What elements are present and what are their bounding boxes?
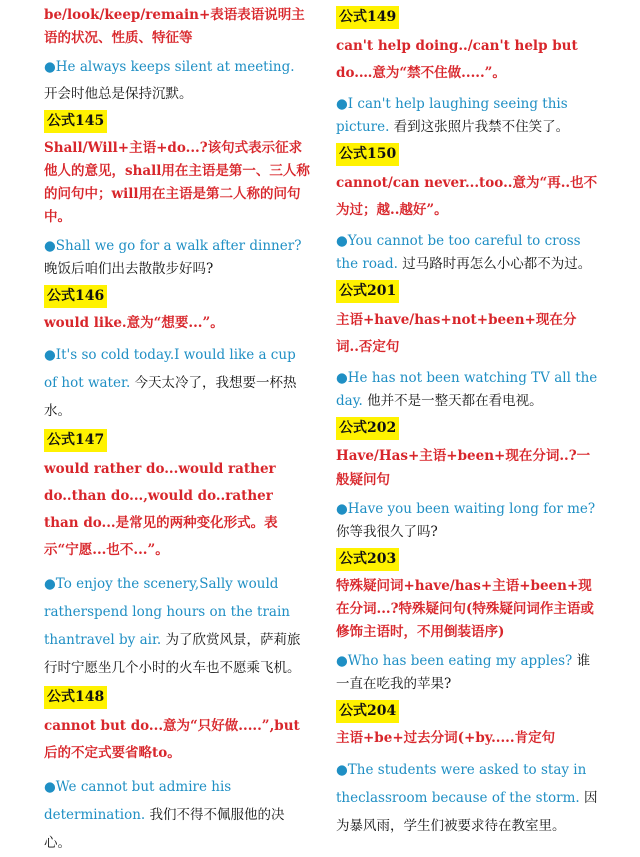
formula-145-example-zh: 晚饭后咱们出去散散步好吗? xyxy=(44,261,214,277)
formula-203-example-en: Who has been eating my apples? xyxy=(347,653,573,669)
bullet-dot-icon: ● xyxy=(336,233,348,249)
intro-rule: be/look/keep/remain+表语表语说明主语的状况、性质、特征等 xyxy=(44,7,305,46)
formula-148-example-zh: 我们不得不佩服他的决心。 xyxy=(44,807,285,851)
formula-147-rule: would rather do...would rather do..than do...,would do..rather than do...是常见的两种变化形式。表示“宁愿...也不...”。 xyxy=(44,461,278,558)
formula-145-example xyxy=(44,235,310,258)
right-column xyxy=(336,0,598,840)
bullet-dot-icon: ● xyxy=(44,576,56,592)
formula-204-example-zh: 因为暴风雨，学生们被要求待在教室里。 xyxy=(336,790,598,834)
formula-202-example-zh: 你等我很久了吗? xyxy=(336,524,438,540)
bullet-dot-icon: ● xyxy=(336,762,348,778)
bullet-dot-icon: ● xyxy=(336,501,348,517)
formula-201-example-zh: 他并不是一整天都在看电视。 xyxy=(367,393,543,409)
formula-145-label: 公式145 xyxy=(44,110,107,133)
formula-203-label: 公式203 xyxy=(336,548,399,571)
formula-203-rule: 特殊疑问词+have/has+主语+been+现在分词...?特殊疑问句(特殊疑问词作主语或修饰主语时，不用倒装语序) xyxy=(336,578,594,640)
formula-147-label: 公式147 xyxy=(44,429,107,452)
formula-202-example-en: Have you been waiting long for me? xyxy=(347,501,596,517)
bullet-dot-icon: ● xyxy=(44,779,56,795)
intro-example-en: He always keeps silent at meeting. xyxy=(55,59,295,75)
formula-150-example-en: You cannot be too careful to cross the road. xyxy=(336,233,581,272)
bullet-dot-icon: ● xyxy=(44,347,56,363)
formula-145-example-en: Shall we go for a walk after dinner? xyxy=(55,238,302,254)
formula-150-label: 公式150 xyxy=(336,143,399,166)
formula-147-example xyxy=(44,570,310,682)
left-column xyxy=(44,0,310,857)
formula-149-label: 公式149 xyxy=(336,6,399,29)
formula-147-example-zh: 为了欣赏风景，萨莉旅行时宁愿坐几个小时的火车也不愿乘飞机。 xyxy=(44,632,301,676)
formula-146-example-en: It's so cold today.I would like a cup of hot water. xyxy=(44,347,296,391)
formula-204-label: 公式204 xyxy=(336,700,399,723)
formula-149-example-zh: 看到这张照片我禁不住笑了。 xyxy=(393,119,570,135)
bullet-dot-icon: ● xyxy=(336,653,348,669)
formula-204-example-en: The students were asked to stay in theclassroom because of the storm. xyxy=(336,762,587,806)
formula-204-example xyxy=(336,756,598,840)
formula-146-label: 公式146 xyxy=(44,285,107,308)
formula-201-label: 公式201 xyxy=(336,280,399,303)
intro-example-zh: 开会时他总是保持沉默。 xyxy=(44,86,193,102)
formula-148-label: 公式148 xyxy=(44,686,107,709)
formula-146-rule: would like.意为“想要...”。 xyxy=(44,315,224,331)
formula-145-rule: Shall/Will+主语+do...?该句式表示征求他人的意见，shall用在主语是第一、三人称的问句中；will用在主语是第二人称的问句中。 xyxy=(44,140,310,225)
formula-148-example xyxy=(44,773,310,857)
formula-202-example xyxy=(336,498,598,521)
formula-201-example xyxy=(336,367,598,413)
formula-202-rule: Have/Has+主语+been+现在分词..?一般疑问句 xyxy=(336,448,591,488)
formula-149-rule: can't help doing../can't help but do.…意为“禁不住做.....”。 xyxy=(336,38,578,81)
formula-201-rule: 主语+have/has+not+been+现在分词..否定句 xyxy=(336,312,577,355)
bullet-dot-icon: ● xyxy=(336,370,348,386)
formula-148-rule: cannot but do...意为“只好做.....”,but后的不定式要省略to。 xyxy=(44,718,300,761)
formula-150-example-zh: 过马路时再怎么小心都不为过。 xyxy=(402,256,592,272)
formula-201-example-en: He has not been watching TV all the day. xyxy=(336,370,598,409)
bullet-dot-icon: ● xyxy=(44,59,56,75)
formula-146-example-zh: 今天太冷了，我想要一杯热水。 xyxy=(44,375,297,419)
formula-150-example xyxy=(336,230,598,276)
formula-150-rule: cannot/can never...too..意为“再..也不为过；越..越好”。 xyxy=(336,175,598,218)
bullet-dot-icon: ● xyxy=(336,96,348,112)
formula-147-example-en: To enjoy the scenery,Sally would ratherspend long hours on the train thantravel by air. xyxy=(44,576,290,648)
intro-example xyxy=(44,56,310,79)
formula-149-example-en: I can't help laughing seeing this picture. xyxy=(336,96,568,135)
formula-149-example xyxy=(336,93,598,139)
formula-202-label: 公式202 xyxy=(336,417,399,440)
formula-204-rule: 主语+be+过去分词(+by.....肯定句 xyxy=(336,730,556,746)
bullet-dot-icon: ● xyxy=(44,238,56,254)
formula-203-example xyxy=(336,650,598,696)
formula-146-example xyxy=(44,341,310,425)
formula-148-example-en: We cannot but admire his determination. xyxy=(44,779,232,823)
formula-203-example-zh: 谁一直在吃我的苹果? xyxy=(336,653,591,692)
